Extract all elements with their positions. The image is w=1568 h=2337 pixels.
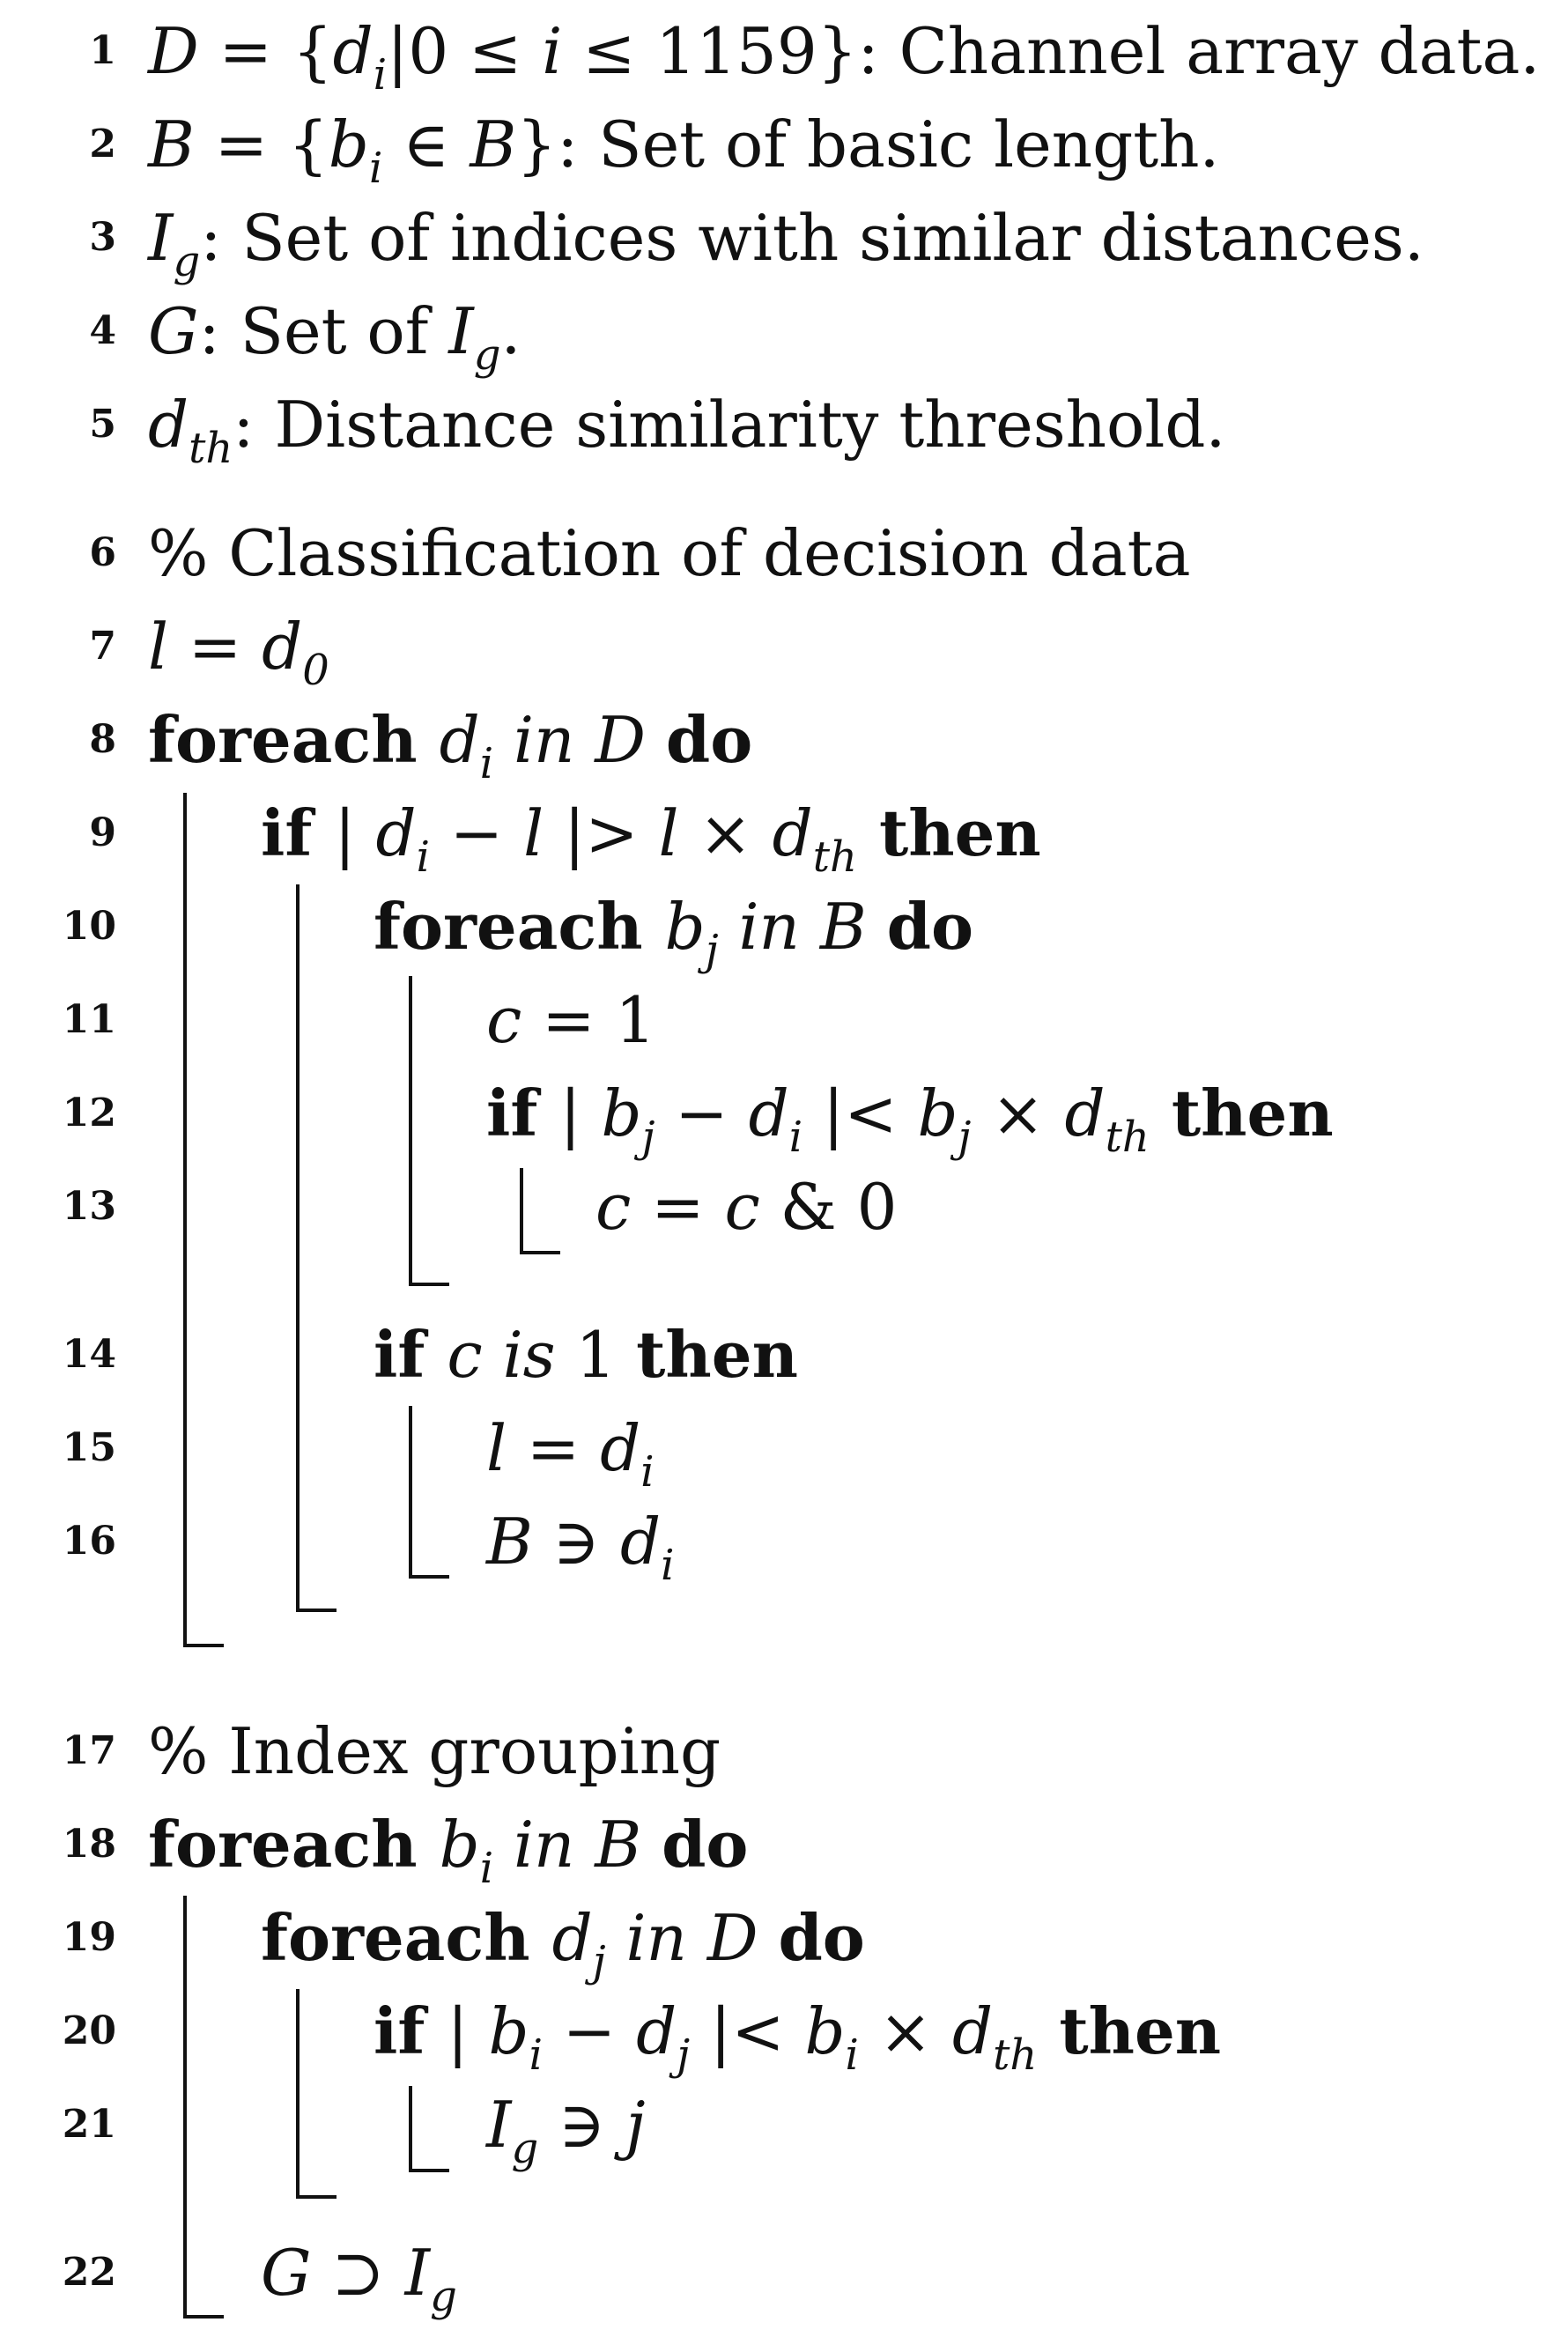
block-bracket-foreach-b-end xyxy=(409,1283,449,1286)
line-number: 10 xyxy=(62,904,116,949)
text-segment: | xyxy=(334,796,376,870)
text-segment: = { xyxy=(194,107,329,181)
line-number: 3 xyxy=(89,215,116,260)
subscript: i xyxy=(845,2030,859,2080)
math-symbol: c xyxy=(486,983,522,1057)
math-symbol: in B xyxy=(718,890,887,964)
line-number: 12 xyxy=(62,1091,116,1135)
keyword: do xyxy=(662,1807,749,1882)
math-symbol: I xyxy=(486,2088,512,2162)
subscript: i xyxy=(368,144,383,193)
text-segment: = xyxy=(507,1411,601,1485)
line-number: 17 xyxy=(62,1728,116,1773)
line-number: 15 xyxy=(62,1425,116,1470)
block-bracket-if-outer-end xyxy=(296,1609,337,1612)
text-segment: . xyxy=(500,294,521,368)
subscript: g xyxy=(511,2124,539,2173)
block-bracket-foreach-d-end xyxy=(183,1644,224,1647)
text-segment: % Index grouping xyxy=(148,1714,721,1788)
line-number: 1 xyxy=(89,28,116,73)
comment-text xyxy=(148,1709,721,1793)
keyword: foreach xyxy=(148,702,440,777)
math-symbol: d xyxy=(1064,1076,1106,1150)
line-text xyxy=(486,978,655,1062)
text-segment: |> xyxy=(544,796,659,870)
text-segment: × xyxy=(971,1076,1065,1150)
line-text xyxy=(374,1313,798,1397)
block-bracket-if-c-end xyxy=(409,1575,449,1579)
math-symbol: d xyxy=(148,388,189,462)
text-segment: = xyxy=(168,610,263,684)
subscript: i xyxy=(661,1541,675,1590)
math-symbol: b xyxy=(917,1076,958,1150)
keyword: do xyxy=(778,1900,865,1975)
math-symbol: B xyxy=(470,107,517,181)
math-symbol: l xyxy=(658,796,679,870)
subscript: j xyxy=(677,2030,691,2080)
subscript: i xyxy=(373,50,388,100)
text-segment: 1 xyxy=(575,1318,637,1392)
line-number: 9 xyxy=(89,810,116,855)
block-bracket-if-bi xyxy=(409,2086,412,2172)
line-number: 2 xyxy=(89,122,116,166)
math-symbol: d xyxy=(748,1076,789,1150)
line-number: 21 xyxy=(62,2102,116,2147)
text-segment: × xyxy=(858,1994,953,2068)
math-symbol: c xyxy=(724,1170,760,1244)
math-symbol: d xyxy=(772,796,813,870)
math-symbol: B xyxy=(486,1505,533,1579)
line-number: 4 xyxy=(89,308,116,353)
subscript: g xyxy=(473,330,501,380)
text-segment: ∋ xyxy=(538,2088,626,2162)
line-number: 13 xyxy=(62,1184,116,1229)
block-bracket-foreach-dj-end xyxy=(296,2195,337,2199)
line-number: 5 xyxy=(89,402,116,447)
subscript: 0 xyxy=(302,646,329,695)
text-segment: : Set of xyxy=(198,294,449,368)
block-bracket-if-bi-end xyxy=(409,2169,449,2172)
subscript: th xyxy=(812,832,857,882)
line-number: 7 xyxy=(89,624,116,669)
keyword: then xyxy=(856,795,1041,870)
block-bracket-foreach-b xyxy=(409,976,412,1286)
math-symbol: in D xyxy=(605,1901,779,1975)
math-symbol: d xyxy=(620,1505,662,1579)
line-text xyxy=(261,791,1041,882)
block-bracket-if-outer xyxy=(296,884,300,1612)
math-symbol: l xyxy=(486,1411,507,1485)
keyword: if xyxy=(374,1317,447,1392)
math-symbol: d xyxy=(262,610,303,684)
text-segment: ∈ xyxy=(382,107,470,181)
keyword: foreach xyxy=(148,1807,440,1882)
text-segment: − xyxy=(430,796,524,870)
math-symbol: d xyxy=(636,1994,677,2068)
line-number: 11 xyxy=(62,997,116,1042)
block-bracket-foreach-dj xyxy=(296,1989,300,2199)
text-segment: = 1 xyxy=(521,983,656,1057)
line-text xyxy=(595,1165,897,1249)
text-segment: − xyxy=(655,1076,749,1150)
keyword: if xyxy=(261,795,335,870)
text-segment: = xyxy=(631,1170,725,1244)
line-text xyxy=(486,1406,655,1497)
line-number: 8 xyxy=(89,717,116,762)
math-symbol: c is xyxy=(447,1318,576,1392)
text-segment: : Set of indices with similar distances. xyxy=(200,201,1424,275)
math-symbol: I xyxy=(448,294,474,368)
subscript: th xyxy=(1105,1113,1150,1162)
keyword: then xyxy=(1149,1076,1334,1150)
math-symbol: b xyxy=(804,1994,846,2068)
block-bracket-if-inner-end xyxy=(520,1251,560,1254)
math-symbol: j xyxy=(625,2088,646,2162)
math-symbol: d xyxy=(600,1411,641,1485)
math-symbol: G xyxy=(148,294,199,368)
line-number: 20 xyxy=(62,2008,116,2053)
math-symbol: b xyxy=(488,1994,529,2068)
line-text xyxy=(148,1802,749,1893)
text-segment: ∋ xyxy=(532,1505,620,1579)
subscript: i xyxy=(529,2030,543,2080)
text-segment: | xyxy=(559,1076,602,1150)
keyword: if xyxy=(486,1076,560,1150)
keyword: foreach xyxy=(261,1900,552,1975)
line-text xyxy=(486,2082,646,2173)
line-text xyxy=(148,698,753,788)
subscript: th xyxy=(189,424,233,473)
subscript: g xyxy=(173,237,201,286)
line-number: 6 xyxy=(89,530,116,575)
math-symbol: l xyxy=(148,610,169,684)
keyword: do xyxy=(665,702,753,777)
text-segment: |0 ≤ xyxy=(387,14,543,88)
block-bracket-foreach-bi xyxy=(183,1896,187,2319)
line-text xyxy=(148,9,1541,100)
text-segment: |< xyxy=(690,1994,805,2068)
math-symbol: b xyxy=(601,1076,642,1150)
math-symbol: d xyxy=(551,1901,593,1975)
math-symbol: B xyxy=(148,107,195,181)
text-segment: − xyxy=(543,1994,637,2068)
subscript: g xyxy=(430,2272,457,2321)
math-symbol: I xyxy=(148,201,174,275)
text-segment: ⊃ xyxy=(311,2236,405,2310)
math-symbol: I xyxy=(404,2236,431,2310)
math-symbol: b xyxy=(328,107,369,181)
subscript: i xyxy=(640,1447,655,1497)
math-symbol: d xyxy=(375,796,417,870)
line-number: 18 xyxy=(62,1822,116,1867)
block-bracket-foreach-d xyxy=(183,793,187,1647)
keyword: then xyxy=(1037,1993,1222,2068)
line-text xyxy=(148,196,1424,286)
text-segment: }: Set of basic length. xyxy=(516,107,1220,181)
math-symbol: c xyxy=(595,1170,632,1244)
line-text xyxy=(374,884,973,975)
subscript: j xyxy=(705,926,719,975)
math-symbol: d xyxy=(952,1994,994,2068)
text-segment: × xyxy=(678,796,773,870)
keyword: foreach xyxy=(374,889,665,964)
line-number: 14 xyxy=(62,1332,116,1377)
subscript: j xyxy=(641,1113,655,1162)
text-segment: |< xyxy=(802,1076,918,1150)
block-bracket-if-c xyxy=(409,1406,412,1579)
text-segment: = { xyxy=(198,14,333,88)
keyword: then xyxy=(636,1317,798,1392)
text-segment: ≤ 1159}: Channel array data. xyxy=(562,14,1541,88)
block-bracket-foreach-bi-end xyxy=(183,2315,224,2319)
line-text xyxy=(148,604,329,695)
math-symbol: G xyxy=(261,2236,312,2310)
line-text xyxy=(261,1896,865,1986)
line-text xyxy=(374,1989,1222,2080)
line-text xyxy=(486,1071,1334,1162)
math-symbol: l xyxy=(523,796,544,870)
subscript: j xyxy=(958,1113,972,1162)
subscript: i xyxy=(416,832,430,882)
text-segment: : Distance similarity threshold. xyxy=(233,388,1226,462)
math-symbol: i xyxy=(542,14,563,88)
line-text xyxy=(148,289,521,380)
math-symbol: b xyxy=(664,890,706,964)
line-text xyxy=(261,2230,457,2321)
comment-text xyxy=(148,511,1191,595)
line-text xyxy=(148,382,1226,473)
math-symbol: in D xyxy=(493,703,666,777)
subscript: j xyxy=(592,1937,606,1986)
line-text xyxy=(486,1499,675,1590)
line-number: 19 xyxy=(62,1915,116,1960)
keyword: if xyxy=(374,1993,447,2068)
text-segment: & 0 xyxy=(759,1170,898,1244)
subscript: th xyxy=(993,2030,1038,2080)
subscript: i xyxy=(479,739,494,788)
line-text xyxy=(148,102,1220,193)
block-bracket-if-inner xyxy=(520,1168,523,1254)
text-segment: % Classification of decision data xyxy=(148,516,1191,590)
line-number: 22 xyxy=(62,2250,116,2295)
math-symbol: d xyxy=(439,703,480,777)
math-symbol: d xyxy=(332,14,374,88)
line-number: 16 xyxy=(62,1519,116,1564)
subscript: i xyxy=(479,1844,494,1893)
math-symbol: D xyxy=(148,14,199,88)
math-symbol: in B xyxy=(493,1808,662,1882)
subscript: i xyxy=(788,1113,803,1162)
keyword: do xyxy=(886,889,973,964)
math-symbol: b xyxy=(439,1808,480,1882)
text-segment: | xyxy=(447,1994,489,2068)
